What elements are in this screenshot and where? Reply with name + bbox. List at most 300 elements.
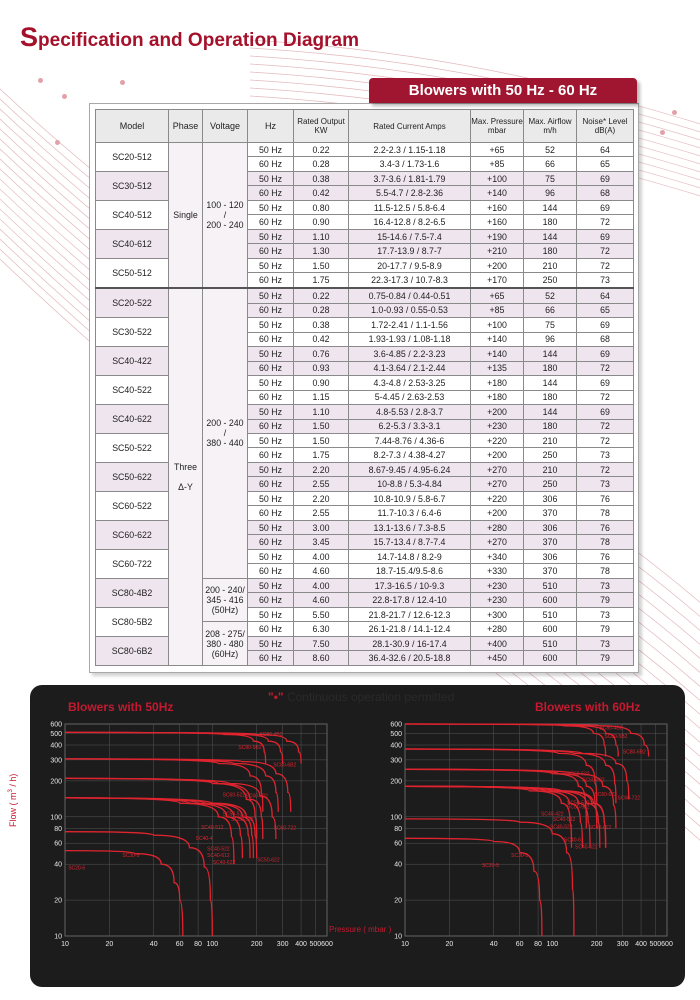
chart-60hz-series-label: SC40-512	[552, 817, 576, 824]
cell-max-pressure: +450	[471, 651, 524, 666]
cell-noise-level: 78	[577, 535, 634, 549]
chart-50hz-x-tick-label: 20	[105, 941, 114, 948]
cell-max-airflow: 510	[524, 578, 577, 592]
cell-hz: 50 Hz	[248, 229, 294, 243]
cell-hz: 50 Hz	[248, 143, 294, 157]
cell-noise-level: 76	[577, 549, 634, 563]
cell-model: SC60-722	[96, 549, 169, 578]
chart-60hz-series-label: SC40-522	[550, 824, 573, 831]
chart-60hz-series-label: SC40-612	[588, 824, 612, 831]
cell-hz: 60 Hz	[248, 622, 294, 636]
chart-60hz-y-tick-label: 200	[390, 778, 402, 786]
cell-rated-current: 8.67-9.45 / 4.95-6.24	[349, 462, 471, 476]
cell-rated-output: 2.20	[294, 491, 349, 505]
cell-rated-current: 26.1-21.8 / 14.1-12.4	[349, 622, 471, 636]
cell-noise-level: 69	[577, 347, 634, 361]
chart-60hz-series-label: SC20-5	[481, 862, 499, 869]
cell-rated-current: 5.5-4.7 / 2.8-2.36	[349, 186, 471, 200]
cell-rated-output: 4.60	[294, 593, 349, 607]
chart-60hz-series-label: SC50-522	[567, 804, 590, 811]
cell-max-airflow: 306	[524, 549, 577, 563]
chart-50hz-y-tick-label: 300	[50, 757, 62, 765]
chart-60hz-x-tick-label: 40	[489, 941, 498, 948]
cell-line: 380 - 480	[206, 638, 244, 649]
cell-hz: 60 Hz	[248, 361, 294, 375]
cell-rated-output: 4.60	[294, 564, 349, 578]
page-title	[20, 22, 359, 53]
cell-rated-output: 3.45	[294, 535, 349, 549]
cell-max-airflow: 600	[524, 593, 577, 607]
cell-rated-output: 0.42	[294, 332, 349, 346]
cell-rated-output: 6.30	[294, 622, 349, 636]
cell-rated-output: 2.20	[294, 462, 349, 476]
cell-hz: 50 Hz	[248, 607, 294, 621]
cell-rated-output: 5.50	[294, 607, 349, 621]
cell-hz: 50 Hz	[248, 318, 294, 332]
cell-noise-level: 72	[577, 258, 634, 272]
cell-max-pressure: +135	[471, 361, 524, 375]
cell-rated-output: 0.22	[294, 288, 349, 303]
cell-max-pressure: +270	[471, 535, 524, 549]
cell-max-airflow: 180	[524, 244, 577, 258]
cell-rated-current: 15.7-13.4 / 8.7-7.4	[349, 535, 471, 549]
cell-rated-output: 3.00	[294, 520, 349, 534]
cell-max-airflow: 306	[524, 491, 577, 505]
cell-noise-level: 72	[577, 434, 634, 448]
cell-max-pressure: +340	[471, 549, 524, 563]
cell-rated-current: 17.3-16.5 / 10-9.3	[349, 578, 471, 592]
cell-model: SC60-622	[96, 520, 169, 549]
cell-max-pressure: +140	[471, 347, 524, 361]
chart-50hz-y-tick-label: 10	[54, 933, 62, 941]
cell-rated-output: 0.90	[294, 376, 349, 390]
header-max-airflow: Max. Airflow m/h	[524, 110, 577, 143]
decor-dot	[660, 130, 665, 135]
cell-voltage	[203, 143, 248, 289]
cell-hz: 50 Hz	[248, 405, 294, 419]
chart-60hz-x-tick-label: 80	[534, 941, 542, 948]
decor-dot	[55, 140, 60, 145]
cell-rated-output: 1.50	[294, 258, 349, 272]
cell-rated-current: 17.7-13.9 / 8.7-7	[349, 244, 471, 258]
cell-model: SC40-612	[96, 229, 169, 258]
chart-50hz-series-label: SC40-622	[212, 860, 236, 867]
cell-rated-output: 1.75	[294, 273, 349, 288]
cell-max-airflow: 210	[524, 434, 577, 448]
cell-max-pressure: +160	[471, 215, 524, 229]
cell-rated-current: 8.2-7.3 / 4.38-4.27	[349, 448, 471, 462]
cell-rated-output: 1.50	[294, 419, 349, 433]
chart-50hz-y-tick-label: 500	[50, 730, 62, 738]
cell-max-pressure: +190	[471, 229, 524, 243]
cell-hz: 50 Hz	[248, 549, 294, 563]
cell-model: SC60-522	[96, 491, 169, 520]
cell-max-airflow: 144	[524, 229, 577, 243]
chart-50hz-series-label: SC50-622	[257, 857, 280, 864]
chart-60hz-y-tick-label: 600	[390, 721, 402, 729]
cell-noise-level: 69	[577, 171, 634, 185]
cell-max-pressure: +160	[471, 200, 524, 214]
chart-60hz-series-label: SC50-622	[582, 777, 605, 784]
cell-rated-current: 5-4.45 / 2.63-2.53	[349, 390, 471, 404]
cell-hz: 60 Hz	[248, 244, 294, 258]
chart-60hz-series-label: SC80-6B2	[622, 749, 646, 756]
chart-50hz-series-label: SC80-4B2	[259, 732, 283, 739]
decor-dot	[672, 110, 677, 115]
cell-rated-current: 21.8-21.7 / 12.6-12.3	[349, 607, 471, 621]
cell-rated-current: 10-8.8 / 5.3-4.84	[349, 477, 471, 491]
table-row	[96, 143, 634, 157]
table-row	[96, 288, 634, 303]
spec-table-container	[89, 103, 639, 673]
cell-rated-output: 2.55	[294, 477, 349, 491]
cell-max-airflow: 180	[524, 361, 577, 375]
cell-hz: 60 Hz	[248, 506, 294, 520]
chart-50hz-y-tick-label: 40	[54, 861, 62, 869]
cell-phase: Single	[169, 143, 203, 289]
chart-50hz-x-tick-label: 600	[321, 941, 333, 948]
cell-noise-level: 73	[577, 636, 634, 650]
cell-rated-output: 0.28	[294, 303, 349, 317]
cell-rated-current: 1.0-0.93 / 0.55-0.53	[349, 303, 471, 317]
cell-model: SC80-5B2	[96, 607, 169, 636]
title-first-letter: S	[20, 22, 39, 52]
chart-60hz	[390, 720, 673, 948]
cell-line: 100 - 120	[206, 200, 244, 210]
note-marker: "•"	[268, 690, 284, 704]
chart-50hz-series-label: SC40-4	[195, 835, 213, 842]
cell-rated-output: 0.38	[294, 318, 349, 332]
cell-model: SC40-512	[96, 200, 169, 229]
decor-dot	[62, 94, 67, 99]
cell-rated-current: 7.44-8.76 / 4.36-6	[349, 434, 471, 448]
cell-max-pressure: +180	[471, 390, 524, 404]
chart-60hz-y-tick-label: 500	[390, 730, 402, 738]
cell-max-airflow: 600	[524, 622, 577, 636]
chart-50hz-y-tick-label: 80	[54, 825, 62, 833]
chart-60hz-series-label: SC80-4B2	[599, 725, 623, 732]
cell-hz: 60 Hz	[248, 157, 294, 171]
chart-50hz-x-tick-label: 80	[194, 941, 202, 948]
chart-50hz-x-tick-label: 40	[149, 941, 158, 948]
cell-rated-current: 13.1-13.6 / 7.3-8.5	[349, 520, 471, 534]
cell-max-airflow: 180	[524, 390, 577, 404]
chart-50hz-series-label: SC80-6B2	[273, 762, 297, 769]
cell-max-airflow: 52	[524, 288, 577, 303]
chart-50hz-y-tick-label: 400	[50, 742, 62, 750]
cell-noise-level: 69	[577, 405, 634, 419]
continuous-operation-note	[268, 690, 454, 704]
cell-model: SC50-512	[96, 258, 169, 288]
cell-hz: 50 Hz	[248, 636, 294, 650]
cell-noise-level: 72	[577, 462, 634, 476]
cell-noise-level: 73	[577, 273, 634, 288]
chart-60hz-y-tick-label: 40	[394, 861, 402, 869]
cell-rated-output: 7.50	[294, 636, 349, 650]
chart-50hz-x-tick-label: 500	[309, 941, 322, 948]
spec-table-body	[96, 143, 634, 666]
cell-max-airflow: 180	[524, 215, 577, 229]
cell-max-airflow: 370	[524, 564, 577, 578]
cell-model: SC20-512	[96, 143, 169, 172]
cell-noise-level: 69	[577, 318, 634, 332]
cell-model: SC50-622	[96, 462, 169, 491]
cell-hz: 50 Hz	[248, 200, 294, 214]
header-rated-current: Rated Current Amps	[349, 110, 471, 143]
cell-rated-current: 1.72-2.41 / 1.1-1.56	[349, 318, 471, 332]
chart-60hz-x-tick-label: 400	[635, 941, 647, 948]
chart-50hz-series-label: SC40-612	[207, 852, 230, 859]
cell-rated-output: 8.60	[294, 651, 349, 666]
cell-max-airflow: 250	[524, 273, 577, 288]
cell-hz: 50 Hz	[248, 171, 294, 185]
chart-50hz-series-label: SC60-722	[273, 825, 297, 832]
cell-max-pressure: +200	[471, 506, 524, 520]
chart-60hz-y-tick-label: 80	[394, 825, 402, 833]
cell-rated-output: 1.50	[294, 434, 349, 448]
chart-60hz-x-tick-label: 20	[445, 941, 454, 948]
cell-hz: 60 Hz	[248, 593, 294, 607]
chart-60hz-x-tick-label: 100	[546, 941, 559, 948]
header-rated-output: Rated Output KW	[294, 110, 349, 143]
cell-model: SC50-522	[96, 434, 169, 463]
cell-hz: 50 Hz	[248, 258, 294, 272]
chart-60hz-series-label: SC60-722	[617, 795, 641, 802]
cell-noise-level: 73	[577, 607, 634, 621]
cell-noise-level: 65	[577, 303, 634, 317]
cell-hz: 50 Hz	[248, 578, 294, 592]
cell-noise-level: 73	[577, 448, 634, 462]
chart-60hz-y-tick-label: 10	[394, 933, 402, 941]
chart-60hz-series-label: SC30-5	[511, 852, 529, 859]
cell-hz: 50 Hz	[248, 491, 294, 505]
cell-hz: 60 Hz	[248, 332, 294, 346]
cell-max-pressure: +140	[471, 186, 524, 200]
cell-rated-current: 2.2-2.3 / 1.15-1.18	[349, 143, 471, 157]
cell-hz: 50 Hz	[248, 462, 294, 476]
chart-60hz-y-tick-label: 100	[390, 814, 402, 822]
cell-rated-output: 1.10	[294, 405, 349, 419]
cell-hz: 50 Hz	[248, 434, 294, 448]
chart-60hz-series-label: SC80-5B2	[604, 733, 628, 740]
cell-rated-output: 1.15	[294, 390, 349, 404]
chart-60hz-x-tick-label: 300	[616, 941, 629, 948]
cell-voltage	[203, 288, 248, 578]
cell-hz: 60 Hz	[248, 448, 294, 462]
header-max-pressure: Max. Pressure mbar	[471, 110, 524, 143]
chart-60hz-y-tick-label: 60	[394, 840, 402, 848]
cell-rated-current: 3.6-4.85 / 2.2-3.23	[349, 347, 471, 361]
cell-hz: 60 Hz	[248, 651, 294, 666]
cell-rated-current: 36.4-32.6 / 20.5-18.8	[349, 651, 471, 666]
cell-rated-output: 0.28	[294, 157, 349, 171]
cell-max-airflow: 66	[524, 157, 577, 171]
cell-max-pressure: +280	[471, 622, 524, 636]
cell-max-pressure: +230	[471, 578, 524, 592]
note-text: Continuous operation permitted	[286, 690, 455, 704]
cell-noise-level: 79	[577, 622, 634, 636]
chart-50hz-title: Blowers with 50Hz	[68, 700, 174, 714]
cell-max-pressure: +330	[471, 564, 524, 578]
cell-noise-level: 78	[577, 506, 634, 520]
cell-max-airflow: 180	[524, 419, 577, 433]
cell-max-pressure: +85	[471, 157, 524, 171]
chart-50hz-series-label: SC40-512	[201, 824, 224, 831]
cell-max-airflow: 96	[524, 332, 577, 346]
cell-rated-current: 18.7-15.4/9.5-8.6	[349, 564, 471, 578]
cell-hz: 60 Hz	[248, 186, 294, 200]
cell-max-airflow: 210	[524, 258, 577, 272]
cell-max-airflow: 370	[524, 506, 577, 520]
chart-50hz-series-label: SC80-5B2	[238, 745, 262, 752]
cell-noise-level: 69	[577, 200, 634, 214]
cell-max-airflow: 144	[524, 347, 577, 361]
cell-max-pressure: +140	[471, 332, 524, 346]
cell-max-pressure: +230	[471, 419, 524, 433]
cell-line: 380 - 440	[206, 438, 244, 449]
table-banner: Blowers with 50 Hz - 60 Hz	[369, 78, 637, 103]
header-voltage: Voltage	[203, 110, 248, 143]
cell-rated-output: 0.90	[294, 215, 349, 229]
chart-50hz-x-axis-label: Pressure ( mbar )	[329, 925, 392, 934]
cell-noise-level: 78	[577, 564, 634, 578]
cell-model: SC40-622	[96, 405, 169, 434]
cell-max-pressure: +200	[471, 258, 524, 272]
cell-line: 200 - 240/	[205, 585, 245, 596]
cell-rated-output: 2.55	[294, 506, 349, 520]
cell-noise-level: 79	[577, 593, 634, 607]
chart-60hz-y-tick-label: 300	[390, 757, 402, 765]
cell-rated-current: 11.7-10.3 / 6.4-6	[349, 506, 471, 520]
cell-noise-level: 73	[577, 477, 634, 491]
cell-noise-level: 65	[577, 157, 634, 171]
cell-model: SC30-512	[96, 171, 169, 200]
cell-noise-level: 69	[577, 376, 634, 390]
chart-60hz-series-label: SC50-512	[567, 800, 590, 807]
cell-line: (60Hz)	[211, 648, 239, 659]
decor-dot	[120, 80, 125, 85]
chart-50hz-x-tick-label: 200	[250, 941, 263, 948]
cell-line: 208 - 275/	[205, 628, 245, 639]
cell-line: /	[223, 428, 227, 439]
cell-model: SC80-6B2	[96, 636, 169, 665]
cell-max-airflow: 96	[524, 186, 577, 200]
cell-line: Three	[174, 462, 197, 472]
title-rest: pecification and Operation Diagram	[38, 30, 359, 51]
cell-rated-current: 22.8-17.8 / 12.4-10	[349, 593, 471, 607]
cell-line: 200 - 240	[206, 220, 244, 230]
cell-hz: 60 Hz	[248, 535, 294, 549]
cell-rated-current: 1.93-1.93 / 1.08-1.18	[349, 332, 471, 346]
chart-60hz-series-label: SC40-422	[541, 811, 564, 818]
cell-rated-output: 0.22	[294, 143, 349, 157]
cell-max-pressure: +180	[471, 376, 524, 390]
cell-model: SC40-422	[96, 347, 169, 376]
header-phase: Phase	[169, 110, 203, 143]
cell-hz: 50 Hz	[248, 520, 294, 534]
cell-max-airflow: 75	[524, 171, 577, 185]
cell-max-pressure: +100	[471, 318, 524, 332]
cell-max-pressure: +270	[471, 462, 524, 476]
cell-max-pressure: +230	[471, 593, 524, 607]
cell-max-airflow: 144	[524, 376, 577, 390]
cell-model: SC40-522	[96, 376, 169, 405]
cell-rated-current: 0.75-0.84 / 0.44-0.51	[349, 288, 471, 303]
cell-max-airflow: 52	[524, 143, 577, 157]
cell-noise-level: 68	[577, 332, 634, 346]
cell-max-airflow: 600	[524, 651, 577, 666]
cell-rated-current: 10.8-10.9 / 5.8-6.7	[349, 491, 471, 505]
cell-rated-output: 0.42	[294, 186, 349, 200]
cell-rated-output: 0.93	[294, 361, 349, 375]
cell-model: SC30-522	[96, 318, 169, 347]
cell-model: SC20-522	[96, 288, 169, 318]
cell-noise-level: 72	[577, 361, 634, 375]
cell-noise-level: 72	[577, 215, 634, 229]
chart-50hz-series-label: SC60-522	[222, 792, 246, 799]
chart-60hz-y-tick-label: 20	[394, 897, 402, 905]
cell-rated-current: 28.1-30.9 / 16-17.4	[349, 636, 471, 650]
cell-noise-level: 76	[577, 491, 634, 505]
cell-rated-current: 3.4-3 / 1.73-1.6	[349, 157, 471, 171]
cell-hz: 50 Hz	[248, 376, 294, 390]
cell-rated-output: 4.00	[294, 549, 349, 563]
cell-rated-output: 0.76	[294, 347, 349, 361]
cell-hz: 60 Hz	[248, 303, 294, 317]
cell-rated-current: 14.7-14.8 / 8.2-9	[349, 549, 471, 563]
header-hz: Hz	[248, 110, 294, 143]
cell-max-pressure: +170	[471, 273, 524, 288]
chart-60hz-y-tick-label: 400	[390, 742, 402, 750]
header-noise-level: Noise* Level dB(A)	[577, 110, 634, 143]
cell-max-pressure: +210	[471, 244, 524, 258]
cell-max-airflow: 250	[524, 477, 577, 491]
cell-noise-level: 72	[577, 419, 634, 433]
cell-hz: 60 Hz	[248, 215, 294, 229]
cell-hz: 60 Hz	[248, 390, 294, 404]
chart-60hz-series-label: SC40-61	[564, 837, 584, 844]
cell-phase	[169, 288, 203, 666]
cell-hz: 60 Hz	[248, 273, 294, 288]
cell-noise-level: 76	[577, 520, 634, 534]
cell-max-pressure: +280	[471, 520, 524, 534]
cell-line: 200 - 240	[206, 418, 244, 429]
cell-noise-level: 69	[577, 229, 634, 243]
cell-rated-current: 4.3-4.8 / 2.53-3.25	[349, 376, 471, 390]
cell-rated-output: 0.80	[294, 200, 349, 214]
cell-max-pressure: +400	[471, 636, 524, 650]
cell-max-airflow: 144	[524, 405, 577, 419]
cell-max-airflow: 66	[524, 303, 577, 317]
cell-noise-level: 64	[577, 143, 634, 157]
cell-rated-current: 3.7-3.6 / 1.81-1.79	[349, 171, 471, 185]
chart-50hz-series-label: SC20-5	[68, 865, 86, 872]
chart-50hz-y-tick-label: 600	[50, 721, 62, 729]
cell-rated-current: 4.8-5.53 / 2.8-3.7	[349, 405, 471, 419]
cell-rated-current: 15-14.6 / 7.5-7.4	[349, 229, 471, 243]
cell-model: SC80-4B2	[96, 578, 169, 607]
chart-50hz-series-label: SC60-622	[245, 793, 268, 800]
cell-line: 345 - 416	[206, 595, 244, 606]
cell-noise-level: 72	[577, 244, 634, 258]
chart-50hz-y-tick-label: 200	[50, 778, 62, 786]
chart-50hz-y-axis-label: Flow ( $m^3 / h$)	[8, 773, 18, 827]
cell-max-pressure: +65	[471, 288, 524, 303]
cell-max-pressure: +220	[471, 434, 524, 448]
chart-60hz-plot-area	[405, 724, 667, 936]
chart-50hz-series-label: SC30-5	[122, 852, 140, 859]
cell-max-pressure: +65	[471, 143, 524, 157]
